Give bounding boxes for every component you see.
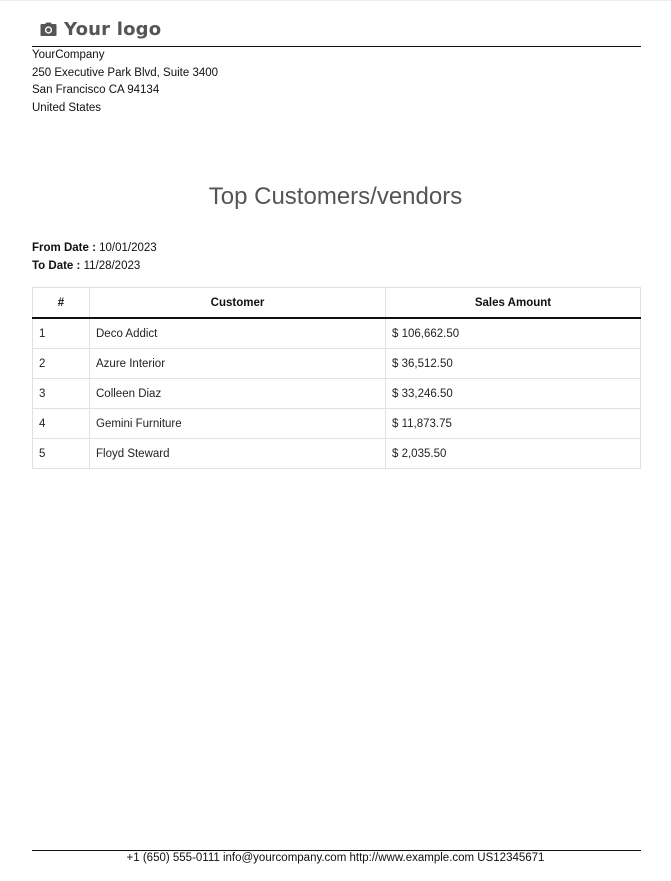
row-number: 5	[33, 439, 90, 469]
row-number: 1	[33, 318, 90, 349]
table-row	[33, 379, 641, 409]
to-date-row: To Date : 11/28/2023	[32, 259, 141, 272]
row-number: 3	[33, 379, 90, 409]
table-row	[33, 349, 641, 379]
address-line-1: 250 Executive Park Blvd, Suite 3400	[32, 66, 219, 79]
from-date-value: 10/01/2023	[99, 242, 157, 254]
customer-name: Floyd Steward	[90, 439, 386, 469]
logo-text: Your logo	[64, 18, 162, 40]
customer-name: Colleen Diaz	[90, 379, 386, 409]
customer-name: Gemini Furniture	[90, 409, 386, 439]
page-top-edge	[0, 0, 671, 1]
sales-amount: $ 33,246.50	[386, 379, 641, 409]
sales-amount: $ 36,512.50	[386, 349, 641, 379]
from-date-label: From Date	[32, 242, 89, 254]
to-date-value: 11/28/2023	[83, 259, 141, 272]
report-date-range	[32, 240, 157, 275]
address-country: United States	[32, 101, 102, 114]
table-header-row	[33, 288, 641, 319]
customer-name: Azure Interior	[90, 349, 386, 379]
to-date-label: To Date	[32, 259, 74, 272]
sales-amount: $ 2,035.50	[386, 439, 641, 469]
camera-icon	[40, 22, 57, 37]
row-number: 4	[33, 409, 90, 439]
table-row	[33, 409, 641, 439]
column-header-customer: Customer	[90, 288, 386, 319]
sales-amount: $ 11,873.75	[386, 409, 641, 439]
company-name: YourCompany	[32, 49, 105, 61]
footer-contact-line: +1 (650) 555-0111 info@yourcompany.com http://www.example.com US12345671	[126, 852, 545, 864]
table-row	[33, 439, 641, 469]
table-row	[33, 318, 641, 349]
column-header-number: #	[33, 288, 90, 319]
footer-divider	[32, 850, 641, 851]
report-title: Top Customers/vendors	[208, 183, 463, 210]
row-number: 2	[33, 349, 90, 379]
company-logo	[40, 16, 161, 42]
customer-name: Deco Addict	[90, 318, 386, 349]
company-address	[32, 47, 218, 117]
top-customers-table	[32, 287, 641, 469]
from-date-row: From Date : 10/01/2023	[32, 242, 157, 254]
sales-amount: $ 106,662.50	[386, 318, 641, 349]
column-header-sales-amount: Sales Amount	[386, 288, 641, 319]
address-line-2: San Francisco CA 94134	[32, 84, 160, 96]
